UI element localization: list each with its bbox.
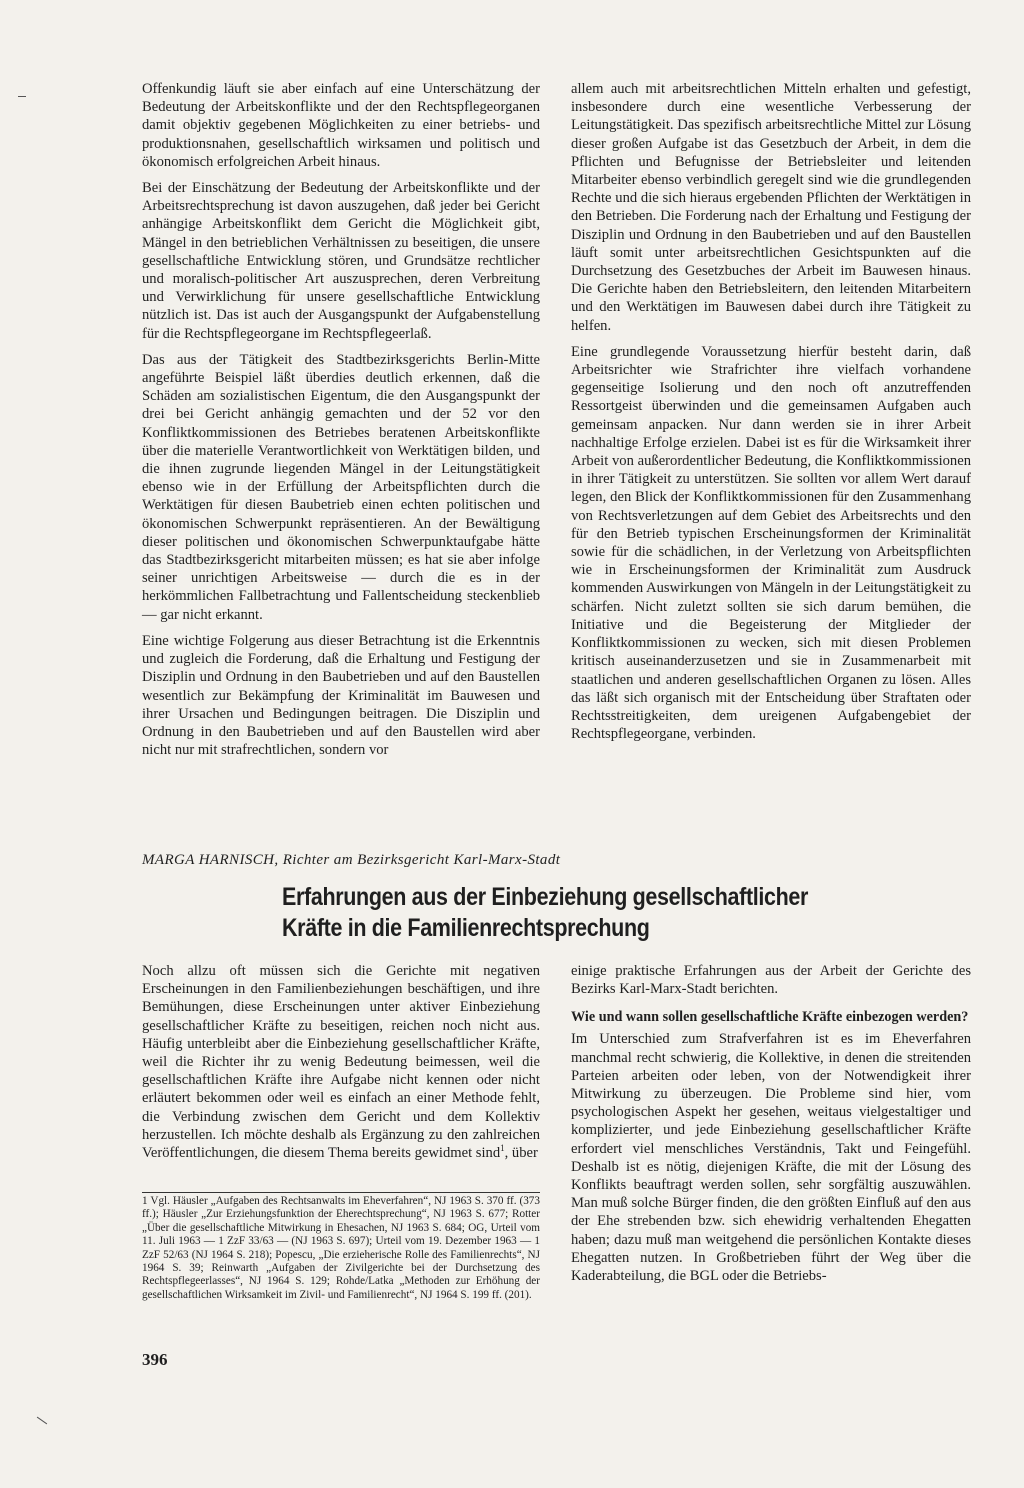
article2-right-paragraph: Im Unterschied zum Strafverfahren ist es im Eheverfahren manchmal recht schwierig, die Kollektive, in denen die streitenden Parteien arbeiten oder leben, von der Notwendigkeit ihrer Mitwirkung zu überzeugen. Die Probleme sind hier, vom psychologischen Aspekt her gesehen, weitaus vielgestaltiger und komplizierter, und jede Einbeziehung gesellschaftlicher Kräfte erfordert viel menschliches Verständnis, Takt und Feingefühl. Deshalb ist es nötig, diejenigen Kräfte, die mit der Lösung des Konflikts beauftragt werden sollen, sehr sorgfältig auszuwählen. Man muß solche Bürger finden, die den größten Einfluß auf den aus der Ehe strebenden bzw. sich ehewidrig verhaltenden Ehegatten haben; dazu muß man weitgehend die persönlichen Kontakte dieses Ehegatten nutzen. In Großbetrieben führt der Weg über die Kaderabteilung, die BGL oder die Betriebs- — [571, 1031, 971, 1285]
article1-right-paragraph-1: allem auch mit arbeitsrechtlichen Mitteln erhalten und gefestigt, insbesondere durch eine wesentliche Verbesserung der Leitungstätigkeit. Das spezifisch arbeitsrechtliche Mittel zur Lösung dieser großen Aufgabe ist das Gesetzbuch der Arbeit, in dem die Pflichten und Befugnisse der Betriebsleiter und leitenden Mitarbeiter ebenso verbindlich geregelt sind wie die grundlegenden Rechte und die sich hieraus ergebenden Pflichten der Werktätigen in den Betrieben. Die Forderung nach der Erhaltung und Festigung der Disziplin und Ordnung in den Baubetrieben und auf den Baustellen läuft somit unter arbeitsrechtlichen Gesichtspunkten auf die Durchsetzung des Gesetzbuches der Arbeit im Bauwesen hinaus. Die Gerichte haben den Betriebsleitern, den leitenden Mitarbeitern und den Werktätigen im Bauwesen dabei durch ihre Tätigkeit zu helfen. — [571, 81, 971, 334]
article1-left-paragraph-1: Offenkundig läuft sie aber einfach auf eine Unterschätzung der Bedeutung der Arbeitskonflikte und der den Rechtspflegeorganen damit objektiv gegebenen Möglichkeiten zu einer betriebs- und produktionsnahen, gesellschaftlich wirksamen und politisch und ökonomisch erfolgreichen Arbeit hinaus. — [142, 81, 540, 170]
page-number: 396 — [142, 1350, 168, 1369]
article-title-line-2: Kräfte in die Familienrechtsprechung — [282, 914, 650, 942]
footnotes — [142, 1192, 540, 1302]
article1-left-paragraph-4: Eine wichtige Folgerung aus dieser Betrachtung ist die Erkenntnis und zugleich die Forderung, daß die Erhaltung und Festigung der Disziplin und Ordnung in den Baubetrieben und auf den Baustellen wesentlich zur Bekämpfung der Kriminalität im Bauwesen und ihrer Ursachen und Bedingungen beitragen. Die Disziplin und Ordnung in den Baubetrieben und auf den Baustellen wird aber nicht nur mit strafrechtlichen, sondern vor — [142, 632, 540, 759]
article1-right-column — [571, 80, 971, 751]
margin-mark-top — [18, 96, 26, 97]
footnote-reference: 1 — [500, 1143, 505, 1154]
article1-left-column — [142, 80, 540, 767]
article2-left-text: Noch allzu oft müssen sich die Gerichte mit negativen Erscheinungen in den Familienbeziehungen beschäftigen, und ihre Bemühungen, diese Erscheinungen unter aktiver Einbeziehung gesellschaftlicher Kräfte zu beseitigen, reichen noch nicht aus. Häufig unterbleibt aber die Einbeziehung gesellschaftlicher Kräfte, weil die Richter ihr zu wenig Bedeutung beimessen, weil die gesellschaftlichen Kräfte ihre Aufgabe nicht kennen oder nicht erläutert bekommen oder weil es einfach an einer Methode fehlt, die Verbindung zwischen dem Gericht und dem Kollektiv herzustellen. Ich möchte deshalb als Ergänzung zu den zahlreichen Veröffentlichungen, die diesem Thema bereits gewidmet sind — [142, 963, 540, 1162]
section-subheading: Wie und wann sollen gesellschaftliche Kräfte einbezogen werden? — [571, 1009, 969, 1026]
article2-right-intro: einige praktische Erfahrungen aus der Arbeit der Gerichte des Bezirks Karl-Marx-Stadt berichten. — [571, 963, 971, 998]
article2-left-column — [142, 962, 540, 1170]
author-byline: MARGA HARNISCH, Richter am Bezirksgericht Karl-Marx-Stadt — [142, 852, 561, 868]
margin-mark-bottom — [37, 1417, 47, 1425]
article2-left-paragraph — [142, 962, 540, 1162]
article-title — [282, 882, 875, 944]
article1-right-paragraph-2: Eine grundlegende Voraussetzung hierfür besteht darin, daß Arbeitsrichter wie Strafrichter ihre vielfach vorhandene gegenseitige Isolierung und den noch oft anzutreffenden Ressortgeist überwinden und die gemeinsamen Aufgaben auch gemeinsam anpacken. Nur dann werden sie in ihrer Arbeit nachhaltige Erfolge erzielen. Dabei ist es für die Wirksamkeit ihrer Arbeit von außerordentlicher Bedeutung, die Konfliktkommissionen in ihrer Tätigkeit zu unterstützen. Sie sollten vor allem Wert darauf legen, den Blick der Konfliktkommissionen für den Zusammenhang von Rechtsverletzungen auf dem Gebiet des Arbeitsrechts und den für den Betrieb typischen Erscheinungsformen der Kriminalität sowie für die schädlichen, in der Verletzung von Arbeitspflichten wie in Erscheinungsformen der Kriminalität zum Ausdruck kommenden Auswirkungen von Mängeln in der Leitungstätigkeit zu schärfen. Nicht zuletzt sollten sie sich darum bemühen, die Initiative und die Begeisterung der Mitglieder der Konfliktkommissionen zu wecken, sich mit diesen Problemen kritisch auseinanderzusetzen und sie in Zusammenarbeit mit staatlichen und anderen gesellschaftlichen Organen zu lösen. Alles das läßt sich organisch mit der Entscheidung über Straftaten oder Rechtsstreitigkeiten, dem ureigenen Aufgabengebiet der Rechtspflegeorgane, verbinden. — [571, 343, 971, 743]
article1-left-paragraph-2: Bei der Einschätzung der Bedeutung der Arbeitskonflikte und der Arbeitsrechtsprechung ist davon auszugehen, daß jeder bei Gericht anhängige Arbeitskonflikt dem Gericht die Möglichkeit gibt, Mängel in den betrieblichen Verhältnissen zu beseitigen, die unsere gesellschaftliche Entwicklung stören, und Grundsätze rechtlicher und moralisch-politischer Art auszusprechen, deren Verbreitung und Verwirklichung für unsere gesellschaftliche Entwicklung nützlich ist. Das ist auch der Ausgangspunkt der Aufgabenstellung für die Rechtspflegeorgane im Rechtspflegeerlaß. — [142, 180, 540, 342]
footnote-1: 1 Vgl. Häusler „Aufgaben des Rechtsanwalts im Eheverfahren“, NJ 1963 S. 370 ff. (373 ff.); Häusler „Zur Erziehungsfunktion der Eherechtsprechung“, NJ 1963 S. 677; Rotter „Über die gesellschaftliche Mitwirkung in Ehesachen, NJ 1963 S. 684; OG, Urteil vom 11. Juli 1963 — 1 ZzF 33/63 — (NJ 1963 S. 697); Urteil vom 19. Dezember 1963 — 1 ZzF 52/63 (NJ 1964 S. 218); Popescu, „Die erzieherische Rolle des Familienrechts“, NJ 1964 S. 39; Reinwarth „Aufgaben der Zivilgerichte bei der Durchsetzung des Rechtspflegeerlasses“, NJ 1964 S. 129; Rohde/Latka „Methoden zur Erhöhung der gesellschaftlichen Wirksamkeit im Zivil- und Familienrecht“, NJ 1964 S. 199 ff. (201). — [142, 1195, 540, 1301]
article1-left-paragraph-3: Das aus der Tätigkeit des Stadtbezirksgerichts Berlin-Mitte angeführte Beispiel läßt überdies deutlich erkennen, daß die Schäden am sozialistischen Eigentum, die den Ausgangspunkt der drei bei Gericht anhängig gemachten und der 52 vor den Konfliktkommissionen des Betriebes beratenen Arbeitskonflikte über die materielle Verantwortlichkeit von Werktätigen bilden, und die ihnen zugrunde liegenden Mängel in der Leitungstätigkeit ebenso wie in der Erfüllung der Arbeitspflichten durch die Werktätigen für diesen Baubetrieb einen echten politischen und ökonomischen Schwerpunkt repräsentieren. An der Bewältigung dieser politischen und ökonomischen Schwerpunktaufgabe hätte das Stadtbezirksgericht mitarbeiten müssen; es hat sie aber infolge seiner unrichtigen Arbeitsweise — durch die es in der herkömmlichen Fallbetrachtung und Fallentscheidung steckenblieb — gar nicht erkannt. — [142, 351, 540, 623]
article2-right-column — [571, 962, 971, 1293]
article2-left-text-end: , über — [504, 1145, 538, 1162]
article-title-line-1: Erfahrungen aus der Einbeziehung gesellschaftlicher — [282, 883, 809, 911]
